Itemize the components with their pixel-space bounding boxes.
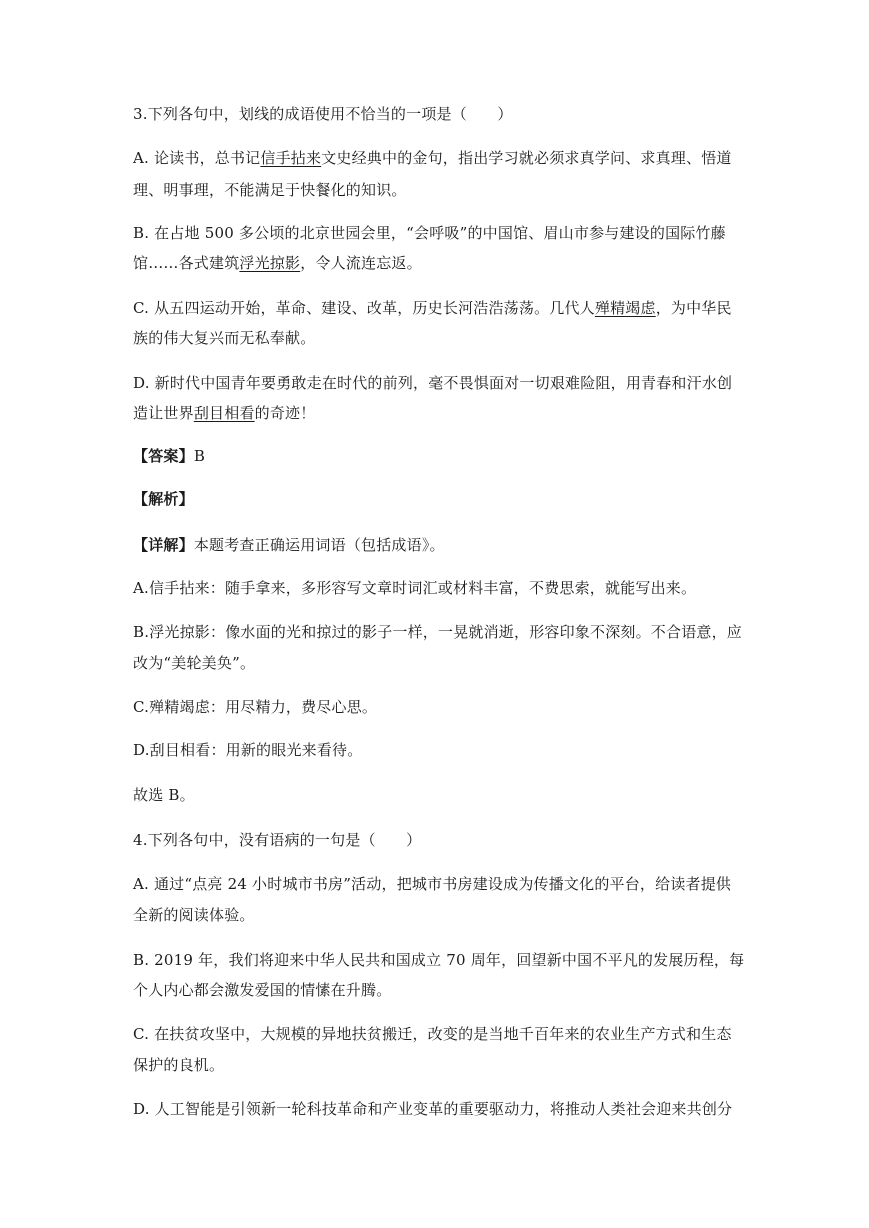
- conclusion: 故选 B。: [133, 786, 195, 804]
- q4-option-d-line1: D. 人工智能是引领新一轮科技革命和产业变革的重要驱动力，将推动人类社会迎来共创分: [133, 1100, 733, 1118]
- q3-b-idiom: 浮光掠影: [239, 254, 301, 272]
- detail-label: 【详解】: [133, 536, 194, 554]
- q3-option-d-line1: D. 新时代中国青年要勇敢走在时代的前列，毫不畏惧面对一切艰难险阻，用青春和汗水创: [133, 374, 733, 392]
- q4-option-b-line2: 个人内心都会激发爱国的情愫在升腾。: [133, 981, 392, 999]
- analysis-label: 【解析】: [133, 490, 194, 508]
- answer-label: 【答案】: [133, 447, 194, 465]
- q3-option-c-line2: 族的伟大复兴而无私奉献。: [133, 329, 316, 347]
- q3-option-a-line1: [133, 148, 743, 168]
- q3-option-c-line1: [133, 298, 743, 318]
- q3-b-text-post: ，令人流连忘返。: [300, 254, 422, 272]
- q4-option-a-line1: A. 通过“点亮 24 小时城市书房”活动，把城市书房建设成为传播文化的平台，给读者提供: [133, 875, 732, 893]
- detail-text: 本题考查正确运用词语（包括成语》。: [193, 536, 445, 554]
- answer-value: B: [193, 447, 206, 465]
- detail-line: [133, 535, 743, 555]
- explanation-c: C.殚精竭虑：用尽精力，费尽心思。: [133, 698, 378, 716]
- q4-option-a-line2: 全新的阅读体验。: [133, 906, 255, 924]
- q3-c-idiom: 殚精竭虑: [594, 299, 656, 317]
- q3-option-d-line2: [133, 403, 743, 423]
- q3-answer: [133, 446, 743, 466]
- q3-option-b-line2: [133, 253, 743, 273]
- q3-option-b-line1: B. 在占地 500 多公顷的北京世园会里，“会呼吸”的中国馆、眉山市参与建设的国际竹藤: [133, 224, 726, 242]
- explanation-b-line2: 改为“美轮美奂”。: [133, 654, 256, 672]
- explanation-b-line1: B.浮光掠影：像水面的光和掠过的影子一样，一晃就消逝，形容印象不深刻。不合语意，应: [133, 623, 742, 641]
- q4-option-c-line1: C. 在扶贫攻坚中，大规模的异地扶贫搬迁，改变的是当地千百年来的农业生产方式和生态: [133, 1025, 732, 1043]
- q3-d-text-pre: 造让世界: [133, 404, 194, 422]
- explanation-d: D.刮目相看：用新的眼光来看待。: [133, 741, 363, 759]
- q3-d-text-post: 的奇迹！: [254, 404, 316, 422]
- q3-option-a-line2: 理、明事理，不能满足于快餐化的知识。: [133, 181, 407, 199]
- q3-b-text-pre: 馆……各式建筑: [133, 254, 240, 272]
- explanation-a: A.信手拈来：随手拿来，多形容写文章时词汇或材料丰富，不费思索，就能写出来。: [133, 579, 697, 597]
- q4-stem: 4.下列各句中，没有语病的一句是（ ）: [133, 831, 422, 849]
- q3-a-text-pre: A. 论读书，总书记: [133, 149, 261, 167]
- q3-c-text-post: ，为中华民: [655, 299, 732, 317]
- q4-option-b-line1: B. 2019 年，我们将迎来中华人民共和国成立 70 周年，回望新中国不平凡的发展历程，每: [133, 951, 745, 969]
- q3-c-text-pre: C. 从五四运动开始，革命、建设、改革，历史长河浩浩荡荡。几代人: [133, 299, 595, 317]
- q3-a-text-post: 文史经典中的金句，指出学习就必须求真学问、求真理、悟道: [321, 149, 732, 167]
- q3-d-idiom: 刮目相看: [193, 404, 255, 422]
- q3-stem: 3.下列各句中，划线的成语使用不恰当的一项是（ ）: [133, 105, 513, 123]
- q3-a-idiom: 信手拈来: [260, 149, 322, 167]
- q4-option-c-line2: 保护的良机。: [133, 1056, 225, 1074]
